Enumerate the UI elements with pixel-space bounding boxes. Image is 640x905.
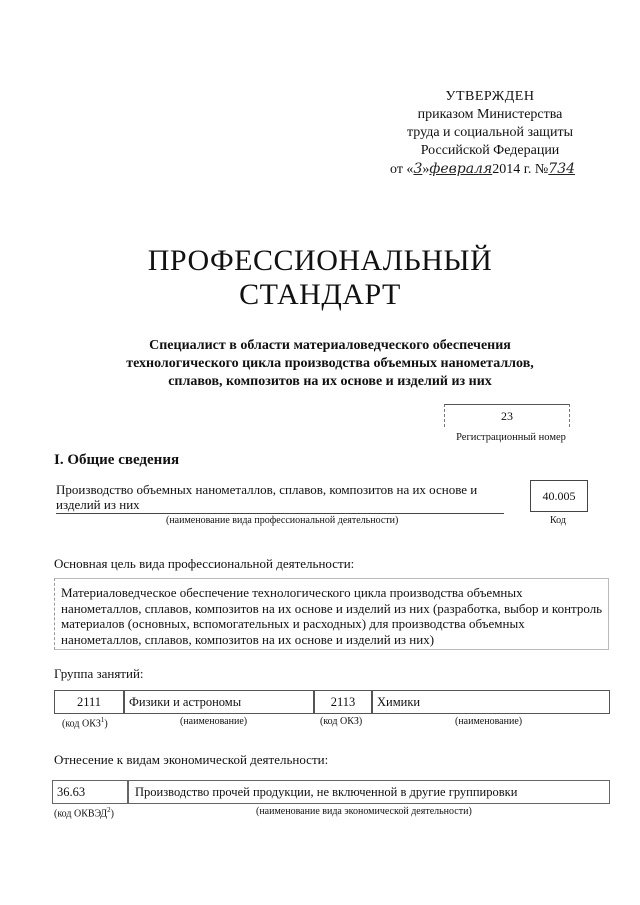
goal-label: Основная цель вида профессиональной деятельности: [54,556,355,571]
date-day-handwritten: 3 [413,161,423,177]
okved-code-caption: (код ОКВЭД$^2$) [54,806,114,820]
document-title-line2: СТАНДАРТ [239,278,401,311]
economic-label: Отнесение к видам экономической деятельности: [54,752,329,767]
registration-caption: Регистрационный номер [456,432,566,443]
approval-date-line [380,160,600,179]
subtitle-line2: технологического цикла производства объемных нанометаллов, [126,356,534,371]
subtitle-line1: Специалист в области материаловедческого обеспечения [149,338,511,353]
code-caption: Код [550,515,566,526]
okved-code-cell: 36.63 [52,780,128,804]
okz-name-cell: Химики [372,690,610,714]
activity-name: Производство объемных нанометаллов, сплавов, композитов на их основе и изделий из них [56,482,504,514]
okved-name-cell: Производство прочей продукции, не включенной в другие группировки [128,780,610,804]
approval-line: Российской Федерации [420,143,560,158]
okz-name-caption: (наименование) [455,716,523,727]
okz-name-caption: (наименование) [180,716,248,727]
date-prefix: от « [390,162,414,177]
date-year: 2014 г. № [492,162,549,177]
activity-code-box: 40.005 [530,480,588,512]
okz-code-caption: (код ОКЗ$^1$) [62,716,108,730]
approval-block [380,88,600,179]
approval-line: приказом Министерства [417,107,563,122]
okz-code-caption: (код ОКЗ) [320,716,363,727]
goal-text-box: Материаловедческое обеспечение технологического цикла производства объемных нанометаллов, сплавов, композитов на их основе и изделий из них (разработка, выбор и контроль материалов (основных, вспомогательных и расходных) для производства объемных нанометаллов, сплавов, композитов на их основе и изделий из них) [54,578,609,650]
registration-number-box: 23 [444,404,570,427]
okved-name-caption: (наименование вида экономической деятельности) [256,806,472,817]
approval-heading: УТВЕРЖДЕН [445,89,535,104]
document-title-line1: ПРОФЕССИОНАЛЬНЫЙ [147,244,493,277]
okz-code-cell: 2111 [54,690,124,714]
date-mid: » [422,162,430,177]
date-month-handwritten: февраля [429,161,493,177]
section-heading: I. Общие сведения [54,452,180,468]
okz-code-cell: 2113 [314,690,372,714]
okz-name-cell: Физики и астрономы [124,690,314,714]
subtitle-line3: сплавов, композитов на их основе и изделий из них [168,374,492,389]
approval-line: труда и социальной защиты [407,125,573,140]
order-number-handwritten: 734 [548,161,576,177]
activity-caption: (наименование вида профессиональной деятельности) [166,515,399,526]
group-label: Группа занятий: [54,666,144,681]
